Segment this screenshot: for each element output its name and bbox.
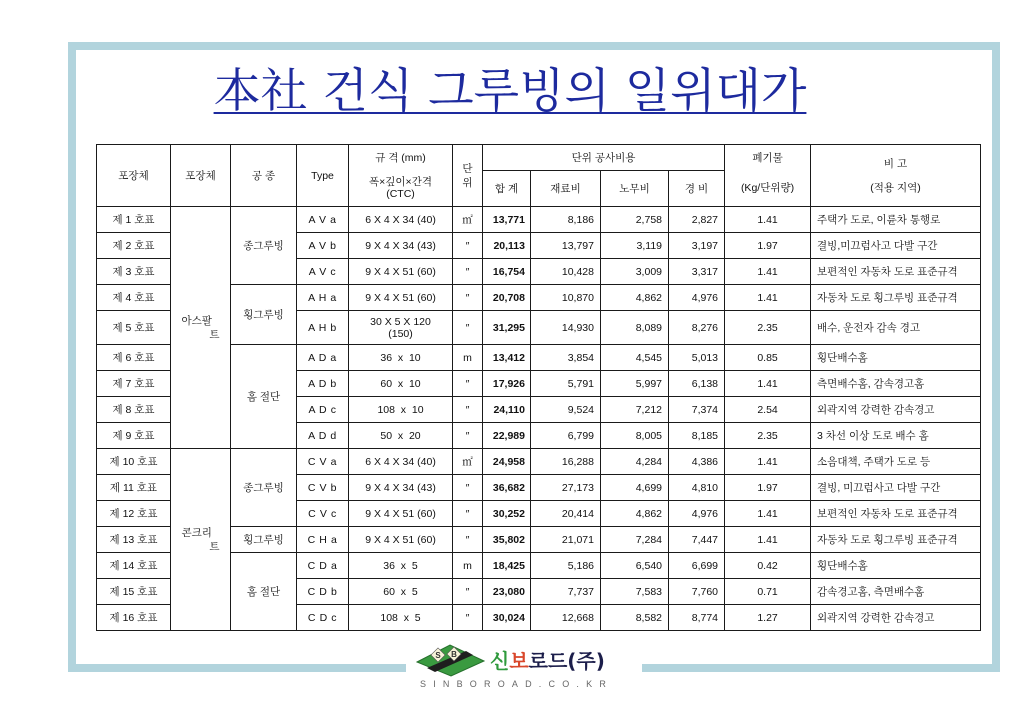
spec-cell: 36 x 5 <box>349 553 453 579</box>
spec-cell: 108 x 5 <box>349 605 453 631</box>
material-cost-cell: 14,930 <box>531 311 601 345</box>
type-cell: A H a <box>297 285 349 311</box>
labor-cost-cell: 3,119 <box>601 233 669 259</box>
row-label-cell: 제 13 호표 <box>97 527 171 553</box>
page-title-text: 本社 건식 그루빙의 일위대가 <box>213 64 807 119</box>
labor-cost-cell: 4,545 <box>601 345 669 371</box>
spec-cell: 9 X 4 X 34 (43) <box>349 475 453 501</box>
company-name-part-2: 보 <box>509 649 529 673</box>
row-label-cell: 제 1 호표 <box>97 207 171 233</box>
row-label-cell: 제 3 호표 <box>97 259 171 285</box>
row-label-cell: 제 5 호표 <box>97 311 171 345</box>
row-label-cell: 제 6 호표 <box>97 345 171 371</box>
remark-cell: 결빙,미끄럼사고 다발 구간 <box>811 233 981 259</box>
spec-cell: 30 X 5 X 120 (150) <box>349 311 453 345</box>
expense-cost-cell: 7,447 <box>669 527 725 553</box>
total-cost-cell: 16,754 <box>483 259 531 285</box>
labor-cost-cell: 6,540 <box>601 553 669 579</box>
labor-cost-cell: 3,009 <box>601 259 669 285</box>
type-cell: C H a <box>297 527 349 553</box>
unit-cell: ″ <box>453 397 483 423</box>
unit-cost-table <box>96 144 981 631</box>
waste-cell: 0.85 <box>725 345 811 371</box>
row-label-cell: 제 14 호표 <box>97 553 171 579</box>
labor-cost-cell: 8,005 <box>601 423 669 449</box>
labor-cost-cell: 4,862 <box>601 285 669 311</box>
company-logo <box>406 640 642 698</box>
row-label-cell: 제 4 호표 <box>97 285 171 311</box>
expense-cost-cell: 8,276 <box>669 311 725 345</box>
header-expense: 경 비 <box>669 171 725 207</box>
total-cost-cell: 30,252 <box>483 501 531 527</box>
table-row <box>97 449 981 475</box>
labor-cost-cell: 7,212 <box>601 397 669 423</box>
expense-cost-cell: 7,374 <box>669 397 725 423</box>
total-cost-cell: 35,802 <box>483 527 531 553</box>
spec-cell: 60 x 5 <box>349 579 453 605</box>
work-type-cell: 종그루빙 <box>231 207 297 285</box>
type-cell: A D b <box>297 371 349 397</box>
unit-cell: ″ <box>453 259 483 285</box>
company-name-part-1: 신 <box>490 649 510 673</box>
material-cost-cell: 6,799 <box>531 423 601 449</box>
material-cost-cell: 5,186 <box>531 553 601 579</box>
unit-cell: ″ <box>453 475 483 501</box>
table-header <box>97 145 981 207</box>
unit-cell: ″ <box>453 285 483 311</box>
total-cost-cell: 17,926 <box>483 371 531 397</box>
total-cost-cell: 23,080 <box>483 579 531 605</box>
total-cost-cell: 13,771 <box>483 207 531 233</box>
total-cost-cell: 31,295 <box>483 311 531 345</box>
waste-cell: 2.35 <box>725 311 811 345</box>
company-name <box>490 649 605 673</box>
header-waste <box>725 145 811 207</box>
waste-cell: 1.41 <box>725 449 811 475</box>
waste-cell: 1.41 <box>725 371 811 397</box>
material-cost-cell: 21,071 <box>531 527 601 553</box>
unit-cell: ″ <box>453 423 483 449</box>
remark-cell: 횡단배수홈 <box>811 345 981 371</box>
table-row <box>97 207 981 233</box>
spec-cell: 108 x 10 <box>349 397 453 423</box>
total-cost-cell: 22,989 <box>483 423 531 449</box>
material-cost-cell: 12,668 <box>531 605 601 631</box>
unit-cell: ″ <box>453 579 483 605</box>
unit-cell: ㎡ <box>453 449 483 475</box>
unit-cell: ″ <box>453 371 483 397</box>
material-cost-cell: 9,524 <box>531 397 601 423</box>
header-unit-label: 단위 <box>462 162 473 189</box>
header-remark-sub: (적용 지역) <box>870 182 921 194</box>
road-diamond-icon <box>416 643 486 677</box>
spec-cell: 9 X 4 X 51 (60) <box>349 259 453 285</box>
type-cell: C V c <box>297 501 349 527</box>
expense-cost-cell: 4,386 <box>669 449 725 475</box>
header-total: 합 계 <box>483 171 531 207</box>
type-cell: A V b <box>297 233 349 259</box>
waste-cell: 2.35 <box>725 423 811 449</box>
company-name-part-3: 로드(주) <box>528 649 605 673</box>
total-cost-cell: 20,708 <box>483 285 531 311</box>
labor-cost-cell: 7,583 <box>601 579 669 605</box>
unit-cell: ″ <box>453 527 483 553</box>
header-unit <box>453 145 483 207</box>
total-cost-cell: 18,425 <box>483 553 531 579</box>
labor-cost-cell: 4,862 <box>601 501 669 527</box>
spec-cell: 6 X 4 X 34 (40) <box>349 449 453 475</box>
type-cell: C D c <box>297 605 349 631</box>
remark-cell: 보편적인 자동차 도로 표준규격 <box>811 259 981 285</box>
waste-cell: 1.97 <box>725 475 811 501</box>
pavement-cell <box>171 207 231 449</box>
work-type-cell: 홈 절단 <box>231 553 297 631</box>
remark-cell: 자동차 도로 횡그루빙 표준규격 <box>811 285 981 311</box>
pavement-cell <box>171 449 231 631</box>
spec-cell: 9 X 4 X 34 (43) <box>349 233 453 259</box>
unit-cell: ″ <box>453 233 483 259</box>
spec-cell: 36 x 10 <box>349 345 453 371</box>
type-cell: C D a <box>297 553 349 579</box>
remark-cell: 외곽지역 강력한 감속경고 <box>811 397 981 423</box>
waste-cell: 1.41 <box>725 501 811 527</box>
waste-cell: 1.41 <box>725 259 811 285</box>
header-spec-sub2: (CTC) <box>386 188 415 200</box>
material-cost-cell: 13,797 <box>531 233 601 259</box>
expense-cost-cell: 6,138 <box>669 371 725 397</box>
remark-cell: 외곽지역 강력한 감속경고 <box>811 605 981 631</box>
waste-cell: 0.42 <box>725 553 811 579</box>
remark-cell: 소음대책, 주택가 도로 등 <box>811 449 981 475</box>
remark-cell: 보편적인 자동차 도로 표준규격 <box>811 501 981 527</box>
unit-cell: ″ <box>453 311 483 345</box>
total-cost-cell: 20,113 <box>483 233 531 259</box>
spec-cell: 6 X 4 X 34 (40) <box>349 207 453 233</box>
unit-cell: ″ <box>453 501 483 527</box>
unit-cell: m <box>453 345 483 371</box>
labor-cost-cell: 8,089 <box>601 311 669 345</box>
row-label-cell: 제 9 호표 <box>97 423 171 449</box>
type-cell: A D c <box>297 397 349 423</box>
header-remark-label: 비 고 <box>883 158 908 170</box>
expense-cost-cell: 2,827 <box>669 207 725 233</box>
labor-cost-cell: 5,997 <box>601 371 669 397</box>
waste-cell: 0.71 <box>725 579 811 605</box>
unit-cell: ㎡ <box>453 207 483 233</box>
remark-cell: 자동차 도로 횡그루빙 표준규격 <box>811 527 981 553</box>
header-spec-label: 규 격 (mm) <box>375 152 426 164</box>
header-remark <box>811 145 981 207</box>
labor-cost-cell: 4,699 <box>601 475 669 501</box>
header-pavement: 포장체 <box>171 145 231 207</box>
header-labor: 노무비 <box>601 171 669 207</box>
type-cell: A D d <box>297 423 349 449</box>
pavement-label: 아스팔트 <box>181 314 220 341</box>
row-label-cell: 제 16 호표 <box>97 605 171 631</box>
spec-cell: 60 x 10 <box>349 371 453 397</box>
spec-cell: 9 X 4 X 51 (60) <box>349 285 453 311</box>
header-type: Type <box>297 145 349 207</box>
material-cost-cell: 10,870 <box>531 285 601 311</box>
header-material: 재료비 <box>531 171 601 207</box>
total-cost-cell: 36,682 <box>483 475 531 501</box>
labor-cost-cell: 4,284 <box>601 449 669 475</box>
material-cost-cell: 7,737 <box>531 579 601 605</box>
spec-cell: 50 x 20 <box>349 423 453 449</box>
type-cell: C V b <box>297 475 349 501</box>
expense-cost-cell: 7,760 <box>669 579 725 605</box>
total-cost-cell: 24,110 <box>483 397 531 423</box>
waste-cell: 1.97 <box>725 233 811 259</box>
emblem-letter-b: B <box>451 649 457 659</box>
expense-cost-cell: 4,976 <box>669 285 725 311</box>
row-label-cell: 제 7 호표 <box>97 371 171 397</box>
work-type-cell: 종그루빙 <box>231 449 297 527</box>
header-waste-sub: (Kg/단위량) <box>740 182 795 194</box>
page-title <box>150 60 870 124</box>
header-row-label: 포장체 <box>97 145 171 207</box>
remark-cell: 3 차선 이상 도로 배수 홈 <box>811 423 981 449</box>
expense-cost-cell: 4,976 <box>669 501 725 527</box>
waste-cell: 1.41 <box>725 285 811 311</box>
header-row <box>97 145 981 171</box>
row-label-cell: 제 8 호표 <box>97 397 171 423</box>
material-cost-cell: 20,414 <box>531 501 601 527</box>
table-body <box>97 207 981 631</box>
remark-cell: 주택가 도로, 이륜차 통행로 <box>811 207 981 233</box>
company-url: SINBOROAD.CO.KR <box>420 679 614 689</box>
total-cost-cell: 24,958 <box>483 449 531 475</box>
row-label-cell: 제 2 호표 <box>97 233 171 259</box>
type-cell: C V a <box>297 449 349 475</box>
material-cost-cell: 5,791 <box>531 371 601 397</box>
spec-cell: 9 X 4 X 51 (60) <box>349 501 453 527</box>
row-label-cell: 제 11 호표 <box>97 475 171 501</box>
waste-cell: 1.41 <box>725 527 811 553</box>
expense-cost-cell: 4,810 <box>669 475 725 501</box>
expense-cost-cell: 8,774 <box>669 605 725 631</box>
waste-cell: 2.54 <box>725 397 811 423</box>
work-type-cell: 홈 절단 <box>231 345 297 449</box>
unit-cell: ″ <box>453 605 483 631</box>
expense-cost-cell: 5,013 <box>669 345 725 371</box>
waste-cell: 1.41 <box>725 207 811 233</box>
expense-cost-cell: 8,185 <box>669 423 725 449</box>
remark-cell: 감속경고홈, 측면배수홈 <box>811 579 981 605</box>
expense-cost-cell: 3,197 <box>669 233 725 259</box>
material-cost-cell: 10,428 <box>531 259 601 285</box>
expense-cost-cell: 3,317 <box>669 259 725 285</box>
type-cell: A D a <box>297 345 349 371</box>
type-cell: A H b <box>297 311 349 345</box>
remark-cell: 결빙, 미끄럼사고 다발 구간 <box>811 475 981 501</box>
work-type-cell: 횡그루빙 <box>231 285 297 345</box>
type-cell: A V c <box>297 259 349 285</box>
expense-cost-cell: 6,699 <box>669 553 725 579</box>
material-cost-cell: 8,186 <box>531 207 601 233</box>
header-work-type: 공 종 <box>231 145 297 207</box>
work-type-cell: 횡그루빙 <box>231 527 297 553</box>
material-cost-cell: 3,854 <box>531 345 601 371</box>
emblem-letter-s: S <box>435 650 441 660</box>
row-label-cell: 제 12 호표 <box>97 501 171 527</box>
waste-cell: 1.27 <box>725 605 811 631</box>
row-label-cell: 제 10 호표 <box>97 449 171 475</box>
labor-cost-cell: 8,582 <box>601 605 669 631</box>
pavement-label: 콘크리트 <box>181 526 220 553</box>
remark-cell: 배수, 운전자 감속 경고 <box>811 311 981 345</box>
spec-cell: 9 X 4 X 51 (60) <box>349 527 453 553</box>
remark-cell: 측면배수홈, 감속경고홈 <box>811 371 981 397</box>
header-unit-cost: 단위 공사비용 <box>483 145 725 171</box>
material-cost-cell: 16,288 <box>531 449 601 475</box>
header-spec <box>349 145 453 207</box>
header-spec-sub: 폭×깊이×간격 <box>369 176 432 188</box>
unit-cell: m <box>453 553 483 579</box>
type-cell: A V a <box>297 207 349 233</box>
remark-cell: 횡단배수홈 <box>811 553 981 579</box>
type-cell: C D b <box>297 579 349 605</box>
labor-cost-cell: 2,758 <box>601 207 669 233</box>
labor-cost-cell: 7,284 <box>601 527 669 553</box>
total-cost-cell: 30,024 <box>483 605 531 631</box>
material-cost-cell: 27,173 <box>531 475 601 501</box>
row-label-cell: 제 15 호표 <box>97 579 171 605</box>
total-cost-cell: 13,412 <box>483 345 531 371</box>
header-waste-label: 폐기물 <box>752 152 783 164</box>
